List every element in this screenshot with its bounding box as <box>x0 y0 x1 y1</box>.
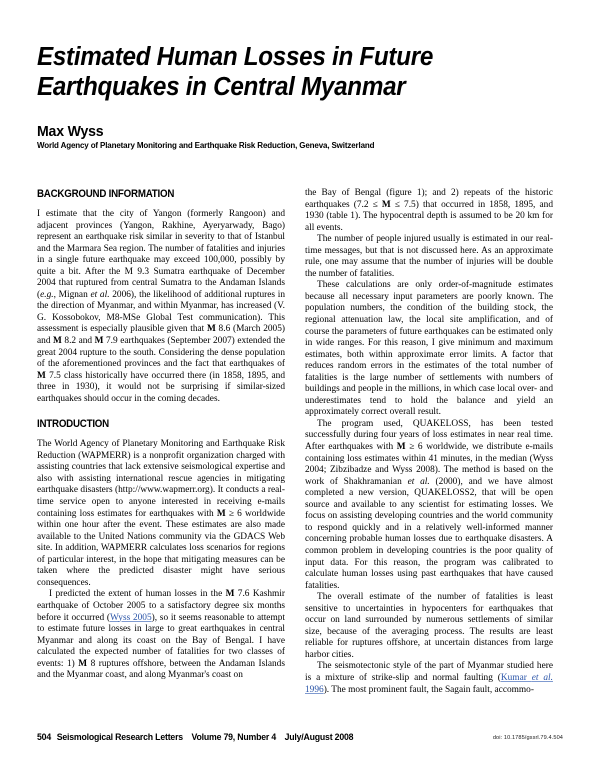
text-run-italic: et al. <box>531 672 553 683</box>
footer-citation <box>37 731 353 743</box>
text-run: the Bay of Bengal (figure 1); and 2) repeats of the historic earthquakes (7.2 ≤ <box>305 188 553 210</box>
text-run: Kumar <box>500 672 532 683</box>
paragraph-overall-estimate: The overall estimate of the number of fatalities is least sensitive to uncertainties in hypocenters for earthquakes that occur on land surrounded by numerous settlements of similar size, because of the averaging process. The results are least reliable for ruptures offshore, at uncertain distances from large harbor cities. <box>305 592 553 660</box>
page-title: Estimated Human Losses in Future Earthquakes in Central Myanmar <box>37 43 434 101</box>
magnitude-symbol: M <box>94 336 104 347</box>
text-run: ≤ 7.5) that occurred in 1858, 1895, and 1930 (table 1). The hypocentral depth is assumed to be 20 km for all events. <box>305 199 553 233</box>
text-run-italic: e.g. <box>40 289 54 300</box>
text-run: ). The most prominent fault, the Sagain fault, accommo- <box>323 684 534 695</box>
footer-issue-date: July/August 2008 <box>284 732 354 742</box>
paragraph-quakeloss <box>305 419 553 592</box>
text-run: (2000), and we have almost completed a new version, QUAKELOSS2, that will be open source and available to any scientist for estimating losses. We focus on assisting developing countries and the world community to respond quickly and in a relatively well-informed manner concerning probable human losses due to earthquake disasters. A common problem in developing countries is the poor quality of input data. For this reason, the program was calibrated to calculate human losses using past earthquakes that have caused fatalities. <box>305 476 553 591</box>
text-run: 1996 <box>305 684 324 695</box>
text-run: The seismotectonic style of the part of Myanmar studied here is a mixture of strike-slip and normal faulting ( <box>305 661 553 683</box>
text-run-italic: et al. <box>90 289 110 300</box>
paragraph-introduction-1 <box>37 439 285 589</box>
magnitude-symbol: M <box>216 508 226 519</box>
magnitude-symbol: M <box>53 336 62 347</box>
magnitude-symbol: M <box>207 324 216 335</box>
text-run: 8 ruptures offshore, between the Andaman Islands and the Myanmar coast, and along Myanmar's coast on <box>37 658 285 681</box>
text-run: The World Agency of Planetary Monitoring and Earthquake Risk Reduction (WAPMERR) is a nonprofit organization charged with assisting countries that lack extensive seismological expertise and also with assisting international rescue agencies in mitigating earthquake disasters (http://www.wapmerr.org). It conducts a real-time service open to anyone interested in receiving e-mails containing loss estimates for earthquakes with <box>37 439 285 519</box>
paragraph-seismotectonic <box>305 661 553 696</box>
text-run: 7.6 Kashmir earthquake of October 2005 to a satisfactory degree six months before it occurred ( <box>37 589 286 623</box>
paragraph-continued-1 <box>305 188 553 234</box>
text-run: 8.6 (March 2005) and <box>37 324 285 347</box>
footer-volume: Volume 79, Number 4 <box>191 732 277 742</box>
magnitude-symbol: M <box>37 370 46 381</box>
right-column <box>305 188 553 696</box>
paragraph-injuries: The number of people injured usually is estimated in our real-time messages, but that is not discussed here. As an approximate rule, one may assume that the number of injuries will be double the number of fatalities. <box>305 234 553 279</box>
text-run: ≥ 6 worldwide within one hour after the event. These estimates are also made available to the United Nations community via the GDACS Web site. In addition, WAPMERR calculates loss scenarios for regions of particular interest, in the hope that mitigating measures can be taken where the predicted disaster might have serious consequences. <box>37 508 285 588</box>
text-run: ), so it seems reasonable to attempt to estimate future losses in large to great earthquakes in central Myanmar and along its coast on the Bay of Bengal. I have calculated the expected number of fatalities for two classes of events: 1) <box>37 612 285 669</box>
section-heading-background: BACKGROUND INFORMATION <box>37 188 175 200</box>
magnitude-symbol: M <box>396 442 406 453</box>
author-name: Max Wyss <box>37 123 104 140</box>
text-run: I predicted the extent of human losses in the <box>49 589 226 600</box>
paragraph-background-1 <box>37 209 285 405</box>
footer-journal-name: Seismological Research Letters <box>56 732 183 742</box>
text-run: The program used, QUAKELOSS, has been tested successfully during four years of loss estimates in near real time. After earthquakes with <box>305 418 553 453</box>
footer-page-number: 504 <box>37 732 51 742</box>
text-run: ≥ 6 worldwide, we distribute e-mails containing loss estimates within 41 minutes, in the median (Wyss 2004; Zibzibadze and Wyss 2008). The method is based on the work of Shakhramanian <box>305 442 553 487</box>
section-heading-introduction: INTRODUCTION <box>37 418 109 431</box>
text-run: , Mignan <box>53 289 91 300</box>
paragraph-calculations: These calculations are only order-of-magnitude estimates because all necessary input parameters are poorly known. The population numbers, the condition of the building stock, the regional attenuation law, the local site amplification, and of course the parameters of future earthquakes can be estimated only in wide ranges. For this reason, I give minimum and maximum estimates, both within approximate error limits. A factor that reduces random errors in the estimates of the total number of fatalities is the large number of settlements with numbers of buildings and people in the millions, in which case local over- and underestimates tend to hold the balance and yield an approximately correct overall result. <box>305 280 553 418</box>
text-run: 7.9 earthquakes (September 2007) extended the great 2004 rupture to the south. Considering the dense population of the aforementioned provinces and the fact that earthquakes of <box>37 336 285 370</box>
page-footer <box>37 731 563 747</box>
author-affiliation: World Agency of Planetary Monitoring and Earthquake Risk Reduction, Geneva, Switzerland <box>37 140 375 150</box>
magnitude-symbol: M <box>78 658 88 669</box>
text-run: I estimate that the city of Yangon (formerly Rangoon) and adjacent provinces (Yangon, Rakhine, Ayeryarwady, Bago) represent an earthquake risk similar in severity to that of Istanbul and the Marmara Sea region. The number of fatalities and injuries in a single future earthquake may exceed 100,000, possibly by quite a bit. After the M 9.3 Sumatra earthquake of December 2004 that ruptured from central Sumatra to the Andaman Islands ( <box>37 209 285 300</box>
text-run: 8.2 and <box>61 336 95 347</box>
left-column <box>37 188 285 682</box>
text-run: 7.5 class historically have occurred there (in 1858, 1895, and three in 1930), it would not be surprising if similar-sized earthquakes should occur in the coming decades. <box>37 370 285 404</box>
footer-doi: doi: 10.1785/gssrl.79.4.504 <box>492 735 563 741</box>
magnitude-symbol: M <box>225 589 235 600</box>
paragraph-introduction-2 <box>37 589 285 681</box>
citation-link-wyss-2005[interactable]: Wyss 2005 <box>110 612 152 623</box>
title-block <box>37 42 557 102</box>
text-run: 2006), the likelihood of additional ruptures in the direction of Myanmar, and within Myanmar, has increased (V. G. Kossobokov, M8-MSe Global Test communication). This assessment is especially plausible given that <box>37 289 286 335</box>
text-run-italic: et al. <box>407 476 430 487</box>
magnitude-symbol: M <box>381 199 391 210</box>
